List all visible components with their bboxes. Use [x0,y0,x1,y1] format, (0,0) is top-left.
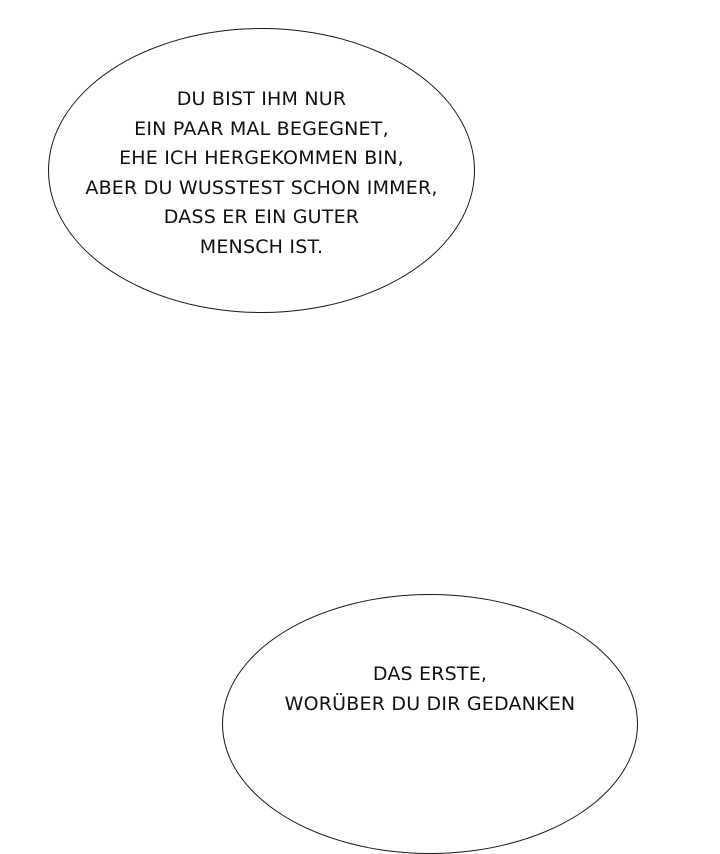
speech-line: WORÜBER DU DIR GEDANKEN [284,692,576,715]
speech-bubble-top-text [48,85,475,262]
speech-line: DAS ERSTE, [372,663,488,685]
speech-line: DASS ER EIN GUTER [163,206,360,228]
speech-bubble-bottom-text [222,660,638,719]
speech-line: EIN PAAR MAL BEGEGNET, [134,117,389,140]
speech-line: DU BIST IHM NUR [176,88,347,110]
speech-line: MENSCH IST. [199,235,324,258]
speech-line: EHE ICH HERGEKOMMEN BIN, [119,147,404,169]
speech-line: ABER DU WUSSTEST SCHON IMMER, [85,176,438,199]
speech-bubble-bottom [222,594,638,854]
